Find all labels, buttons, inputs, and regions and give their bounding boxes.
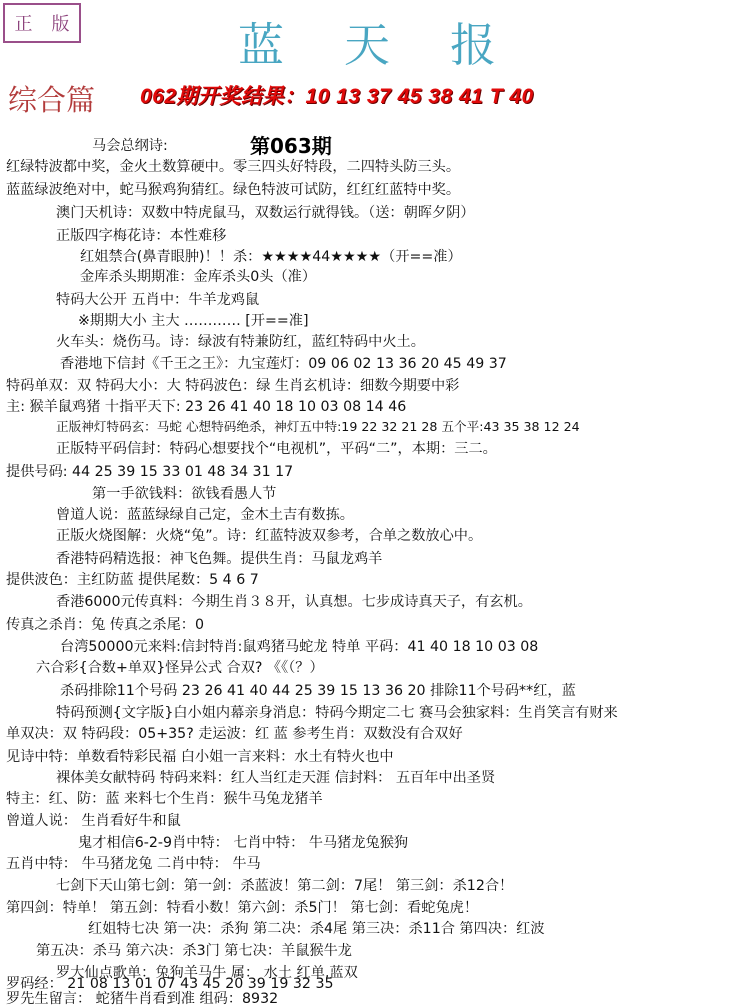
draw-result-banner: 062期开奖结果：10 13 37 45 38 41 T 40 (140, 85, 534, 108)
newspaper-title (238, 12, 498, 72)
text-line: 见诗中特：单数看特彩民福 白小姐一言来料：水土有特火也中 (6, 749, 394, 765)
text-line: 第五决：杀马 第六决：杀3门 第七决：羊鼠猴牛龙 (36, 943, 352, 959)
text-line: 香港6000元传真料：今期生肖３８开，认真想。七步成诗真天子，有玄机。 (56, 594, 532, 610)
text-line: 蓝蓝绿波绝对中，蛇马猴鸡狗猜红。绿色特波可试防，红红红蓝特中奖。 (6, 182, 461, 198)
text-line: 香港地下信封《千王之王》：九宝莲灯：09 06 02 13 36 20 45 49 37 (60, 356, 507, 372)
text-line: 五肖中特： 牛马猪龙兔 二肖中特： 牛马 (6, 856, 261, 872)
text-line: 罗大仙点歌单：兔狗羊马牛 属： 水土 红单,蓝双 (56, 965, 358, 981)
issue-number: 第063期 (250, 134, 332, 158)
text-line: 第一手欲钱料：欲钱看愚人节 (92, 486, 277, 502)
section-heading: 综合篇 (8, 83, 96, 117)
text-line: 正版火烧图解：火烧“兔”。诗：红蓝特波双参考，合单之数放心中。 (56, 528, 483, 544)
text-line: 正版神灯特码玄：马蛇 心想特码绝杀，神灯五中特:19 22 32 21 28 五个平:43 35 38 12 24 (56, 419, 580, 434)
text-line: 主: 猴羊鼠鸡猪 十指平天下: 23 26 41 40 18 10 03 08 14 46 (6, 399, 407, 415)
text-line: 传真之杀肖：兔 传真之杀尾：0 (6, 617, 204, 633)
text-line: 杀码排除11个号码 23 26 41 40 44 25 39 15 13 36 20 排除11个号码**红，蓝 (60, 683, 576, 699)
text-line: 提供号码: 44 25 39 15 33 01 48 34 31 17 (6, 464, 294, 480)
text-line: 特码大公开 五肖中：牛羊龙鸡鼠 (56, 292, 260, 308)
text-line: 特码单双：双 特码大小：大 特码波色：绿 生肖玄机诗：细数今期要中彩 (6, 378, 460, 394)
text-line: 红姐禁合(鼻青眼肿)！！杀：★★★★44★★★★（开==准） (80, 249, 462, 265)
text-line: 七剑下天山第七剑：第一剑：杀蓝波！第二剑：7尾！ 第三剑：杀12合！ (56, 878, 514, 894)
stamp-text-left: 正 (14, 14, 33, 35)
text-line: 红姐特七决 第一决：杀狗 第二决：杀4尾 第三决：杀11合 第四决：红波 (88, 921, 545, 937)
text-line: 特码预测{文字版}白小姐内幕亲身消息：特码今期定二七 赛马会独家料：生肖笑言有财来 (56, 705, 618, 721)
text-line: 红绿特波都中奖，金火土数算硬中。零三四头好特段，二四特头防三头。 (6, 159, 461, 175)
text-line: 罗码经： 21 08 13 01 07 43 45 20 39 19 32 35 (6, 976, 334, 992)
text-line: 鬼才相信6-2-9肖中特： 七肖中特： 牛马猪龙兔猴狗 (78, 835, 409, 851)
title-char-2: 天 (344, 18, 392, 72)
text-line: 正版四字梅花诗：本性难移 (56, 228, 227, 244)
text-line: 特主：红、防：蓝 来料七个生肖：猴牛马兔龙猪羊 (6, 791, 323, 807)
text-line: 金库杀头期期准：金库杀头0头（准） (80, 269, 317, 285)
text-line: 曾道人说：蓝蓝绿绿自己定，金木土吉有数拣。 (56, 507, 354, 523)
text-line: ※期期大小 主大 ………… [开==准] (78, 313, 309, 329)
text-line: 罗先生留言： 蛇猪牛肖看到准 组码：8932 (6, 991, 279, 1007)
text-line: 澳门天机诗：双数中特虎鼠马，双数运行就得钱。（送：朝晖夕阴） (56, 205, 475, 221)
text-line: 火车头：烧伤马。诗：绿波有特兼防红，蓝红特码中火土。 (56, 334, 425, 350)
text-line: 裸体美女献特码 特码来料：红人当红走天涯 信封料： 五百年中出圣贤 (56, 770, 496, 786)
text-line: 提供波色：主红防蓝 提供尾数：5 4 6 7 (6, 572, 259, 588)
text-line: 第四剑：特单！ 第五剑：特看小数！第六剑：杀5门！ 第七剑：看蛇兔虎！ (6, 900, 479, 916)
text-line: 香港特码精选报：神飞色舞。提供生肖：马鼠龙鸡羊 (56, 551, 383, 567)
text-line: 正版特平码信封：特码心想要找个“电视机”，平码“二”，本期：三二。 (56, 441, 497, 457)
text-line: 曾道人说： 生肖看好牛和鼠 (6, 813, 181, 829)
title-char-3: 报 (450, 18, 498, 72)
title-char-1: 蓝 (238, 18, 286, 72)
text-line: 台湾50000元来料:信封特肖:鼠鸡猪马蛇龙 特单 平码：41 40 18 10 03 08 (60, 639, 539, 655)
genuine-edition-stamp (3, 3, 81, 43)
text-line: 六合彩{合数+单双}怪异公式 合双? 《《（？） (36, 660, 324, 676)
text-line: 马会总纲诗: (92, 138, 168, 154)
stamp-text-right: 版 (51, 14, 70, 35)
text-line: 单双决：双 特码段：05+35? 走运波：红 蓝 参考生肖：双数没有合双好 (6, 726, 463, 742)
